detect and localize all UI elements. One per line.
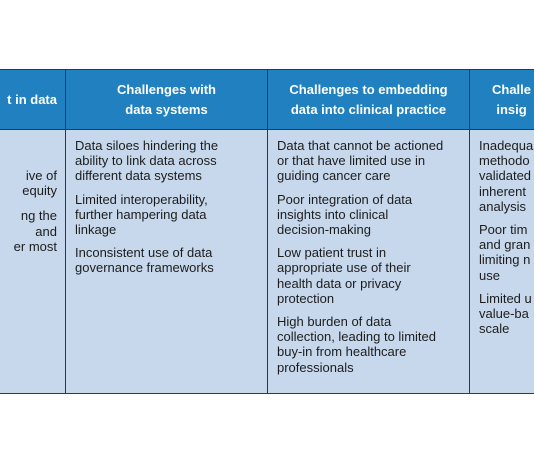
table-header-row xyxy=(0,70,534,130)
table-cell-item: ive of equity xyxy=(22,168,57,199)
table-cell-item: Data that cannot be actioned or that have limited use in guiding cancer care xyxy=(277,138,444,184)
table-body-row xyxy=(0,130,534,393)
challenges-table xyxy=(0,69,534,394)
header-cell-insights xyxy=(469,70,534,129)
table-cell-item: Poor tim and gran limiting n use xyxy=(479,222,531,283)
header-cell-clinical-practice xyxy=(267,70,469,129)
column-data-insights xyxy=(0,130,65,393)
column-clinical-practice xyxy=(267,130,469,393)
table-cell-item: Limited interoperability, further hampering data linkage xyxy=(75,191,208,238)
header-label: Challenges with data systems xyxy=(117,81,216,117)
table-cell-item: Low patient trust in appropriate use of their health data or privacy protection xyxy=(277,245,411,306)
table-cell-item: ng the and er most xyxy=(13,208,57,254)
header-cell-data-insights xyxy=(0,70,65,129)
table-cell-item: Inadequa methodo validated inherent analysis xyxy=(479,138,534,214)
table-cell-item: High burden of data collection, leading to limited buy-in from healthcare professionals xyxy=(277,314,436,375)
column-insights xyxy=(469,130,534,393)
header-label: Challe insig xyxy=(492,81,532,117)
table-cell-item: Limited u value-ba scale xyxy=(479,290,532,337)
header-cell-data-systems xyxy=(65,70,267,129)
table-cell-item: Inconsistent use of data governance frameworks xyxy=(75,245,214,276)
column-data-systems xyxy=(65,130,267,393)
table-cell-item: Poor integration of data insights into clinical decision-making xyxy=(277,191,413,238)
table-cell-item: Data siloes hindering the ability to link data across different data systems xyxy=(75,138,219,184)
header-label: Challenges to embedding data into clinical practice xyxy=(289,81,448,117)
header-label: t in data xyxy=(7,91,57,107)
